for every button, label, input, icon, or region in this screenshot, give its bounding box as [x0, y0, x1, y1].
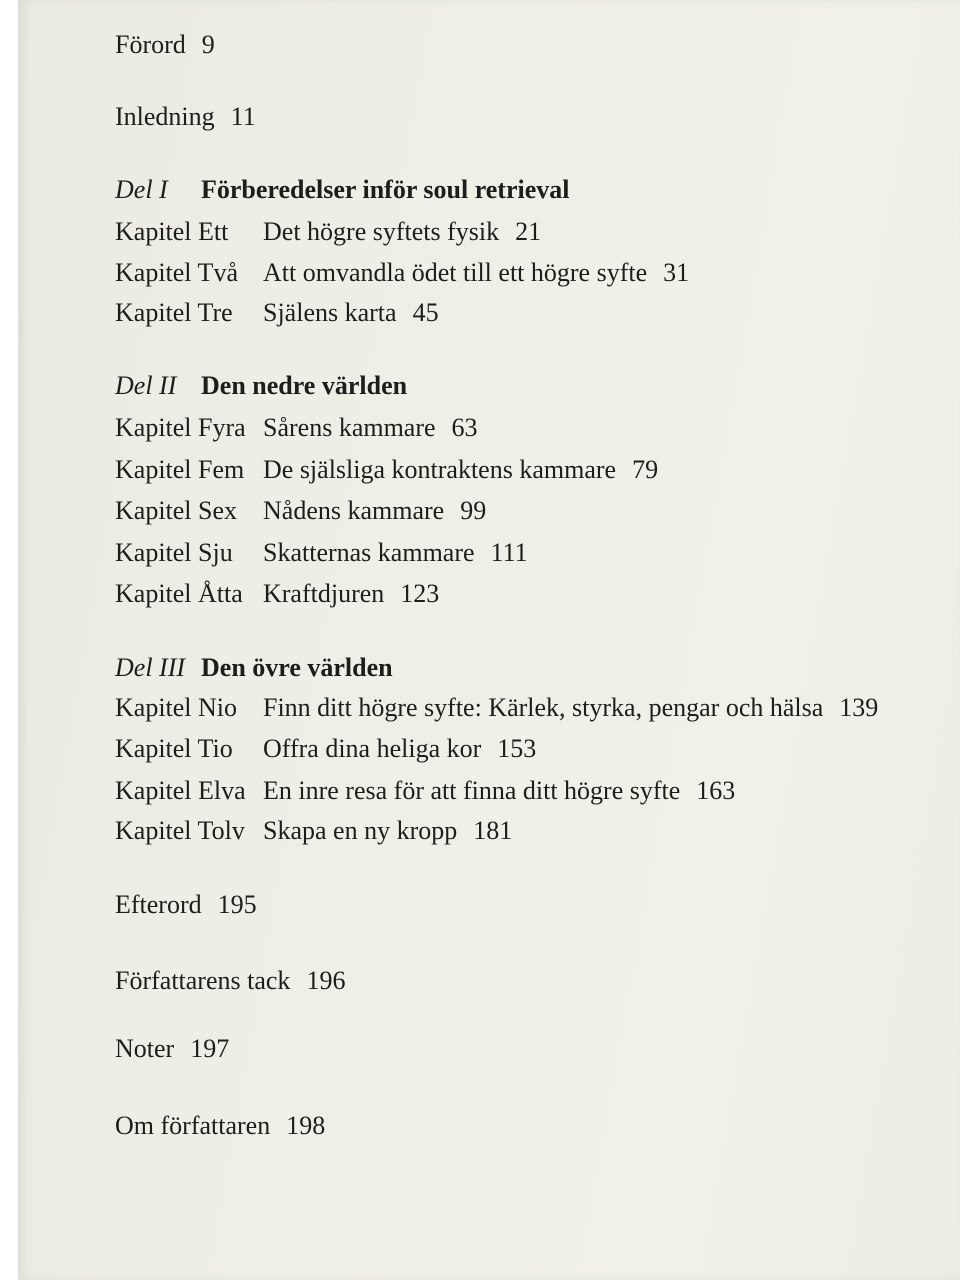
chapter-entry [115, 498, 486, 524]
chapter-page: 21 [515, 217, 542, 246]
chapter-label: Kapitel Två [115, 258, 238, 287]
chapter-title: Själens karta [263, 298, 397, 327]
chapter-label: Kapitel Tre [115, 298, 233, 327]
chapter-page: 99 [460, 496, 487, 525]
toc-entry-efterord [115, 892, 257, 918]
chapter-page: 111 [490, 538, 528, 567]
chapter-entry [115, 581, 439, 607]
chapter-entry [115, 415, 478, 441]
entry-title: Inledning [115, 102, 215, 131]
chapter-title: De själsliga kontraktens kammare [263, 455, 617, 484]
entry-page: 197 [190, 1034, 230, 1063]
chapter-title: Skapa en ny kropp [263, 816, 458, 845]
toc-entry-forfattarens-tack [115, 968, 345, 994]
book-page [18, 0, 960, 1280]
chapter-label: Kapitel Fem [115, 455, 245, 484]
chapter-label: Kapitel Ett [115, 217, 229, 246]
chapter-page: 181 [473, 816, 513, 845]
entry-title: Författarens tack [115, 966, 291, 995]
entry-page: 9 [201, 30, 215, 59]
chapter-label: Kapitel Sju [115, 538, 233, 567]
toc-entry-inledning [115, 104, 256, 130]
chapter-title: Finn ditt högre syfte: Kärlek, styrka, pengar och hälsa [263, 693, 824, 722]
chapter-label: Kapitel Elva [115, 776, 246, 805]
part-label: Del III [115, 653, 186, 682]
part-title: Den övre världen [201, 653, 393, 682]
chapter-page: 79 [632, 455, 659, 484]
chapter-entry [115, 219, 541, 245]
part-heading [115, 373, 407, 399]
chapter-entry [115, 457, 658, 483]
chapter-entry [115, 260, 689, 286]
chapter-page: 123 [400, 579, 440, 608]
entry-page: 196 [306, 966, 346, 995]
chapter-label: Kapitel Tolv [115, 816, 245, 845]
part-label: Del I [115, 175, 168, 204]
toc-entry-om-forfattaren [115, 1113, 325, 1139]
part-heading [115, 177, 570, 203]
part-label: Del II [115, 371, 177, 400]
chapter-title: Nådens kammare [263, 496, 445, 525]
toc-entry-noter [115, 1036, 229, 1062]
chapter-page: 31 [663, 258, 690, 287]
chapter-page: 163 [696, 776, 736, 805]
chapter-entry [115, 818, 512, 844]
chapter-label: Kapitel Tio [115, 734, 233, 763]
chapter-label: Kapitel Åtta [115, 579, 243, 608]
entry-title: Förord [115, 30, 186, 59]
chapter-entry [115, 300, 439, 326]
chapter-title: Att omvandla ödet till ett högre syfte [263, 258, 648, 287]
chapter-entry [115, 540, 528, 566]
chapter-entry [115, 695, 878, 721]
chapter-title: Offra dina heliga kor [263, 734, 482, 763]
chapter-title: Det högre syftets fysik [263, 217, 500, 246]
chapter-title: En inre resa för att finna ditt högre syfte [263, 776, 681, 805]
chapter-label: Kapitel Nio [115, 693, 238, 722]
chapter-page: 139 [839, 693, 879, 722]
entry-page: 11 [230, 102, 256, 131]
entry-title: Efterord [115, 890, 202, 919]
chapter-page: 63 [451, 413, 478, 442]
chapter-page: 153 [497, 734, 537, 763]
table-of-contents [18, 0, 960, 1280]
entry-page: 198 [286, 1111, 326, 1140]
toc-entry-forord [115, 32, 215, 58]
chapter-entry [115, 778, 735, 804]
part-title: Förberedelser inför soul retrieval [201, 175, 570, 204]
chapter-title: Skatternas kammare [263, 538, 475, 567]
part-heading [115, 655, 393, 681]
chapter-page: 45 [412, 298, 439, 327]
entry-title: Noter [115, 1034, 175, 1063]
entry-title: Om författaren [115, 1111, 271, 1140]
chapter-entry [115, 736, 536, 762]
chapter-label: Kapitel Fyra [115, 413, 246, 442]
chapter-title: Kraftdjuren [263, 579, 385, 608]
entry-page: 195 [217, 890, 257, 919]
part-title: Den nedre världen [201, 371, 408, 400]
chapter-title: Sårens kammare [263, 413, 436, 442]
chapter-label: Kapitel Sex [115, 496, 238, 525]
